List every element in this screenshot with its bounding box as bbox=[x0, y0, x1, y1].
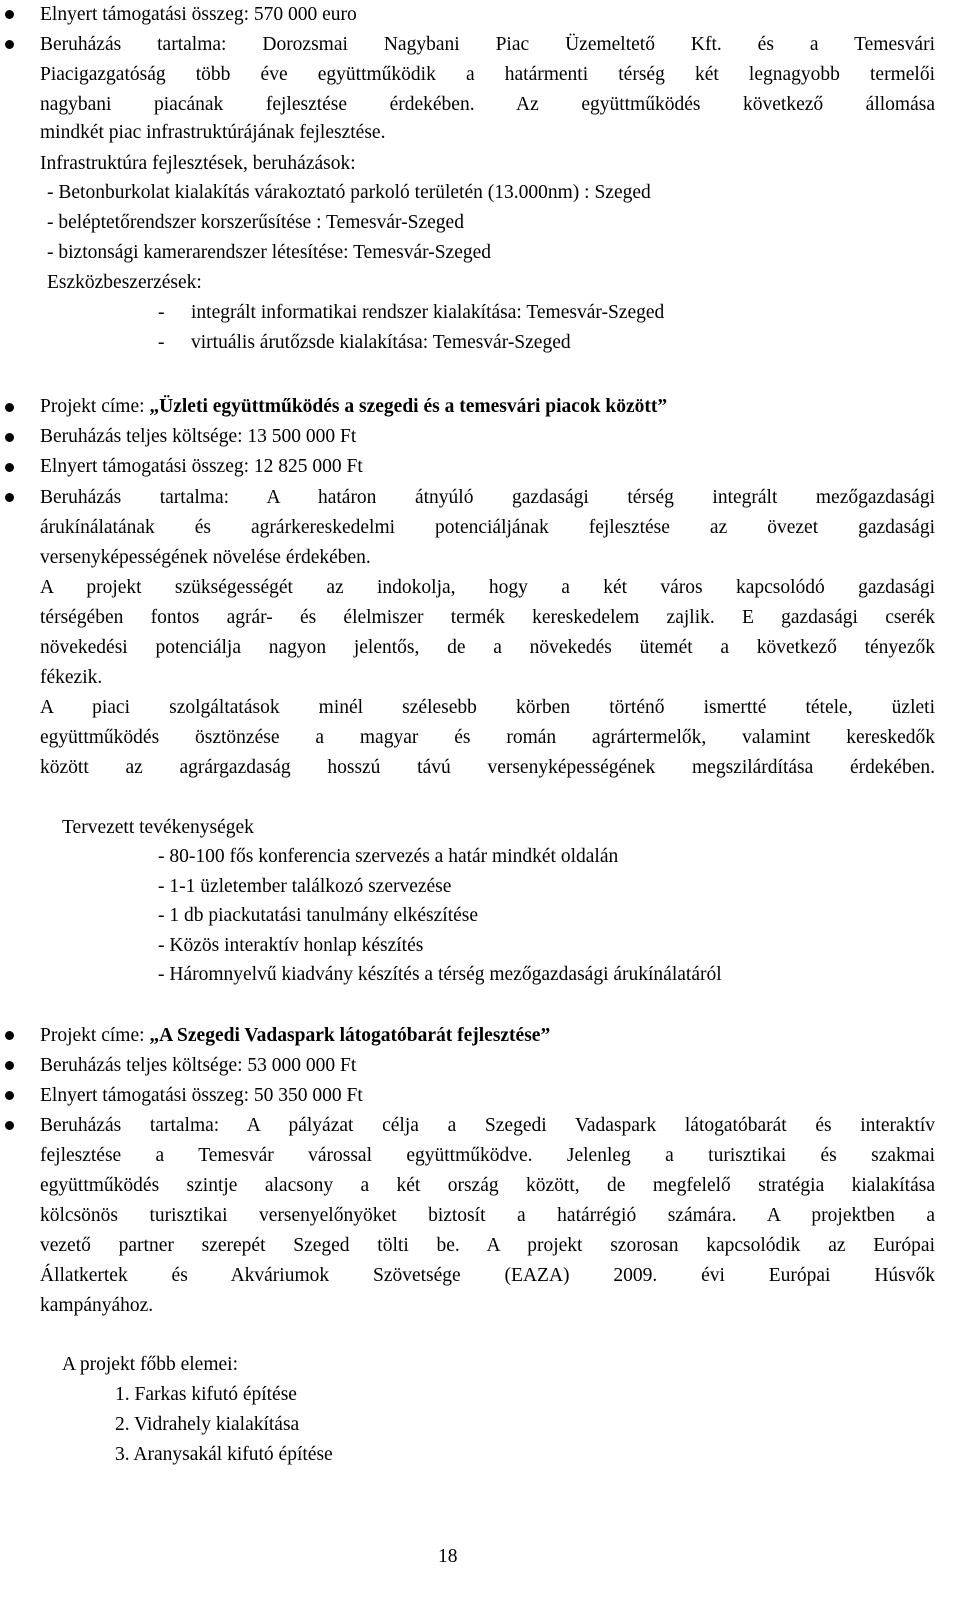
p3-title: „A Szegedi Vadaspark látogatóbarát fejlesztése” bbox=[149, 1025, 551, 1046]
p1-infra-item: - beléptetőrendszer korszerűsítése : Temesvár-Szeged bbox=[47, 212, 464, 233]
p1-content-line: mindkét piac infrastruktúrájának fejlesztése. bbox=[40, 122, 386, 143]
p3-title-prefix: Projekt címe: bbox=[40, 1025, 150, 1046]
p2-para2-line: térségében fontos agrár- és élelmiszer termék kereskedelem zajlik. E gazdasági cserék bbox=[40, 607, 935, 628]
p2-activity-item: - 1 db piackutatási tanulmány elkészítése bbox=[158, 905, 479, 926]
p2-grant-line: Elnyert támogatási összeg: 12 825 000 Ft bbox=[40, 456, 363, 477]
bullet bbox=[5, 40, 14, 49]
p2-title-prefix: Projekt címe: bbox=[40, 396, 150, 417]
page-number: 18 bbox=[438, 1546, 458, 1567]
p3-content-line: Beruházás tartalma: A pályázat célja a Szegedi Vadaspark látogatóbarát és interaktív bbox=[40, 1115, 935, 1136]
p3-content-line: vezető partner szerepét Szeged tölti be. A projekt szorosan kapcsolódik az Európai bbox=[40, 1235, 935, 1256]
p2-activity-item: - 1-1 üzletember találkozó szervezése bbox=[158, 876, 452, 897]
p1-equip-item: integrált informatikai rendszer kialakítása: Temesvár-Szeged bbox=[191, 302, 665, 323]
p3-content-line: kölcsönös turisztikai versenyelőnyöket biztosít a határrégió számára. A projektben a bbox=[40, 1205, 935, 1226]
p1-infra-heading: Infrastruktúra fejlesztések, beruházások: bbox=[40, 153, 356, 174]
p1-content-line: Piacigazgatóság több éve együttműködik a határmenti térség két legnagyobb termelői bbox=[40, 64, 935, 85]
bullet bbox=[5, 433, 14, 442]
p1-equip-heading: Eszközbeszerzések: bbox=[47, 272, 202, 293]
p2-activity-item: - Közös interaktív honlap készítés bbox=[158, 935, 424, 956]
p1-infra-item: - biztonsági kamerarendszer létesítése: Temesvár-Szeged bbox=[47, 242, 492, 263]
p3-element-item: 1. Farkas kifutó építése bbox=[115, 1384, 297, 1405]
p2-activities-heading: Tervezett tevékenységek bbox=[62, 817, 254, 838]
p3-elements-heading: A projekt főbb elemei: bbox=[62, 1354, 238, 1375]
p2-content-line: versenyképességének növelése érdekében. bbox=[40, 547, 371, 568]
bullet bbox=[5, 1031, 14, 1040]
bullet bbox=[5, 10, 14, 19]
p1-equip-item: virtuális árutőzsde kialakítása: Temesvár-Szeged bbox=[191, 332, 571, 353]
p2-para2-line: fékezik. bbox=[40, 667, 103, 688]
bullet bbox=[5, 1091, 14, 1100]
p1-content-line: nagybani piacának fejlesztése érdekében. Az együttműködés következő állomása bbox=[40, 94, 935, 115]
bullet bbox=[5, 1121, 14, 1130]
p2-activity-item: - Háromnyelvű kiadvány készítés a térség mezőgazdasági árukínálatáról bbox=[158, 964, 722, 985]
bullet bbox=[5, 1061, 14, 1070]
p3-cost-line: Beruházás teljes költsége: 53 000 000 Ft bbox=[40, 1055, 357, 1076]
p2-activity-item: - 80-100 fős konferencia szervezés a határ mindkét oldalán bbox=[158, 846, 619, 867]
p1-grant-line: Elnyert támogatási összeg: 570 000 euro bbox=[40, 4, 357, 25]
dash-marker: - bbox=[158, 332, 165, 353]
p3-grant-line: Elnyert támogatási összeg: 50 350 000 Ft bbox=[40, 1085, 363, 1106]
p3-content-line: együttműködés szintje alacsony a két ország között, de megfelelő stratégia kialakítása bbox=[40, 1175, 935, 1196]
p3-content-line: fejlesztése a Temesvár várossal együttműködve. Jelenleg a turisztikai és szakmai bbox=[40, 1145, 935, 1166]
p2-para2-line: A projekt szükségességét az indokolja, hogy a két város kapcsolódó gazdasági bbox=[40, 577, 935, 598]
p3-title-line bbox=[40, 1024, 550, 1048]
p2-content-line: Beruházás tartalma: A határon átnyúló gazdasági térség integrált mezőgazdasági bbox=[40, 487, 935, 508]
p3-content-line: kampányához. bbox=[40, 1295, 154, 1316]
p2-title: „Üzleti együttműködés a szegedi és a temesvári piacok között” bbox=[149, 396, 668, 417]
bullet bbox=[5, 463, 14, 472]
p2-para2-line: növekedési potenciálja nagyon jelentős, de a növekedés ütemét a következő tényezők bbox=[40, 637, 935, 658]
p1-content-line: Beruházás tartalma: Dorozsmai Nagybani Piac Üzemeltető Kft. és a Temesvári bbox=[40, 34, 935, 55]
p3-element-item: 2. Vidrahely kialakítása bbox=[115, 1414, 300, 1435]
p1-infra-item: - Betonburkolat kialakítás várakoztató parkoló területén (13.000nm) : Szeged bbox=[47, 182, 651, 203]
p2-para3-line: között az agrárgazdaság hosszú távú versenyképességének megszilárdítása érdekében. bbox=[40, 757, 935, 778]
p2-content-line: árukínálatának és agrárkereskedelmi potenciáljának fejlesztése az övezet gazdasági bbox=[40, 517, 935, 538]
bullet bbox=[5, 493, 14, 502]
p2-title-line bbox=[40, 395, 667, 419]
p2-para3-line: együttműködés ösztönzése a magyar és román agrártermelők, valamint kereskedők bbox=[40, 727, 935, 748]
p2-para3-line: A piaci szolgáltatások minél szélesebb körben történő ismertté tétele, üzleti bbox=[40, 697, 935, 718]
p3-content-line: Állatkertek és Akváriumok Szövetsége (EAZA) 2009. évi Európai Húsvők bbox=[40, 1265, 935, 1286]
p2-cost-line: Beruházás teljes költsége: 13 500 000 Ft bbox=[40, 426, 357, 447]
p3-element-item: 3. Aranysakál kifutó építése bbox=[115, 1444, 333, 1465]
dash-marker: - bbox=[158, 302, 165, 323]
bullet bbox=[5, 403, 14, 412]
